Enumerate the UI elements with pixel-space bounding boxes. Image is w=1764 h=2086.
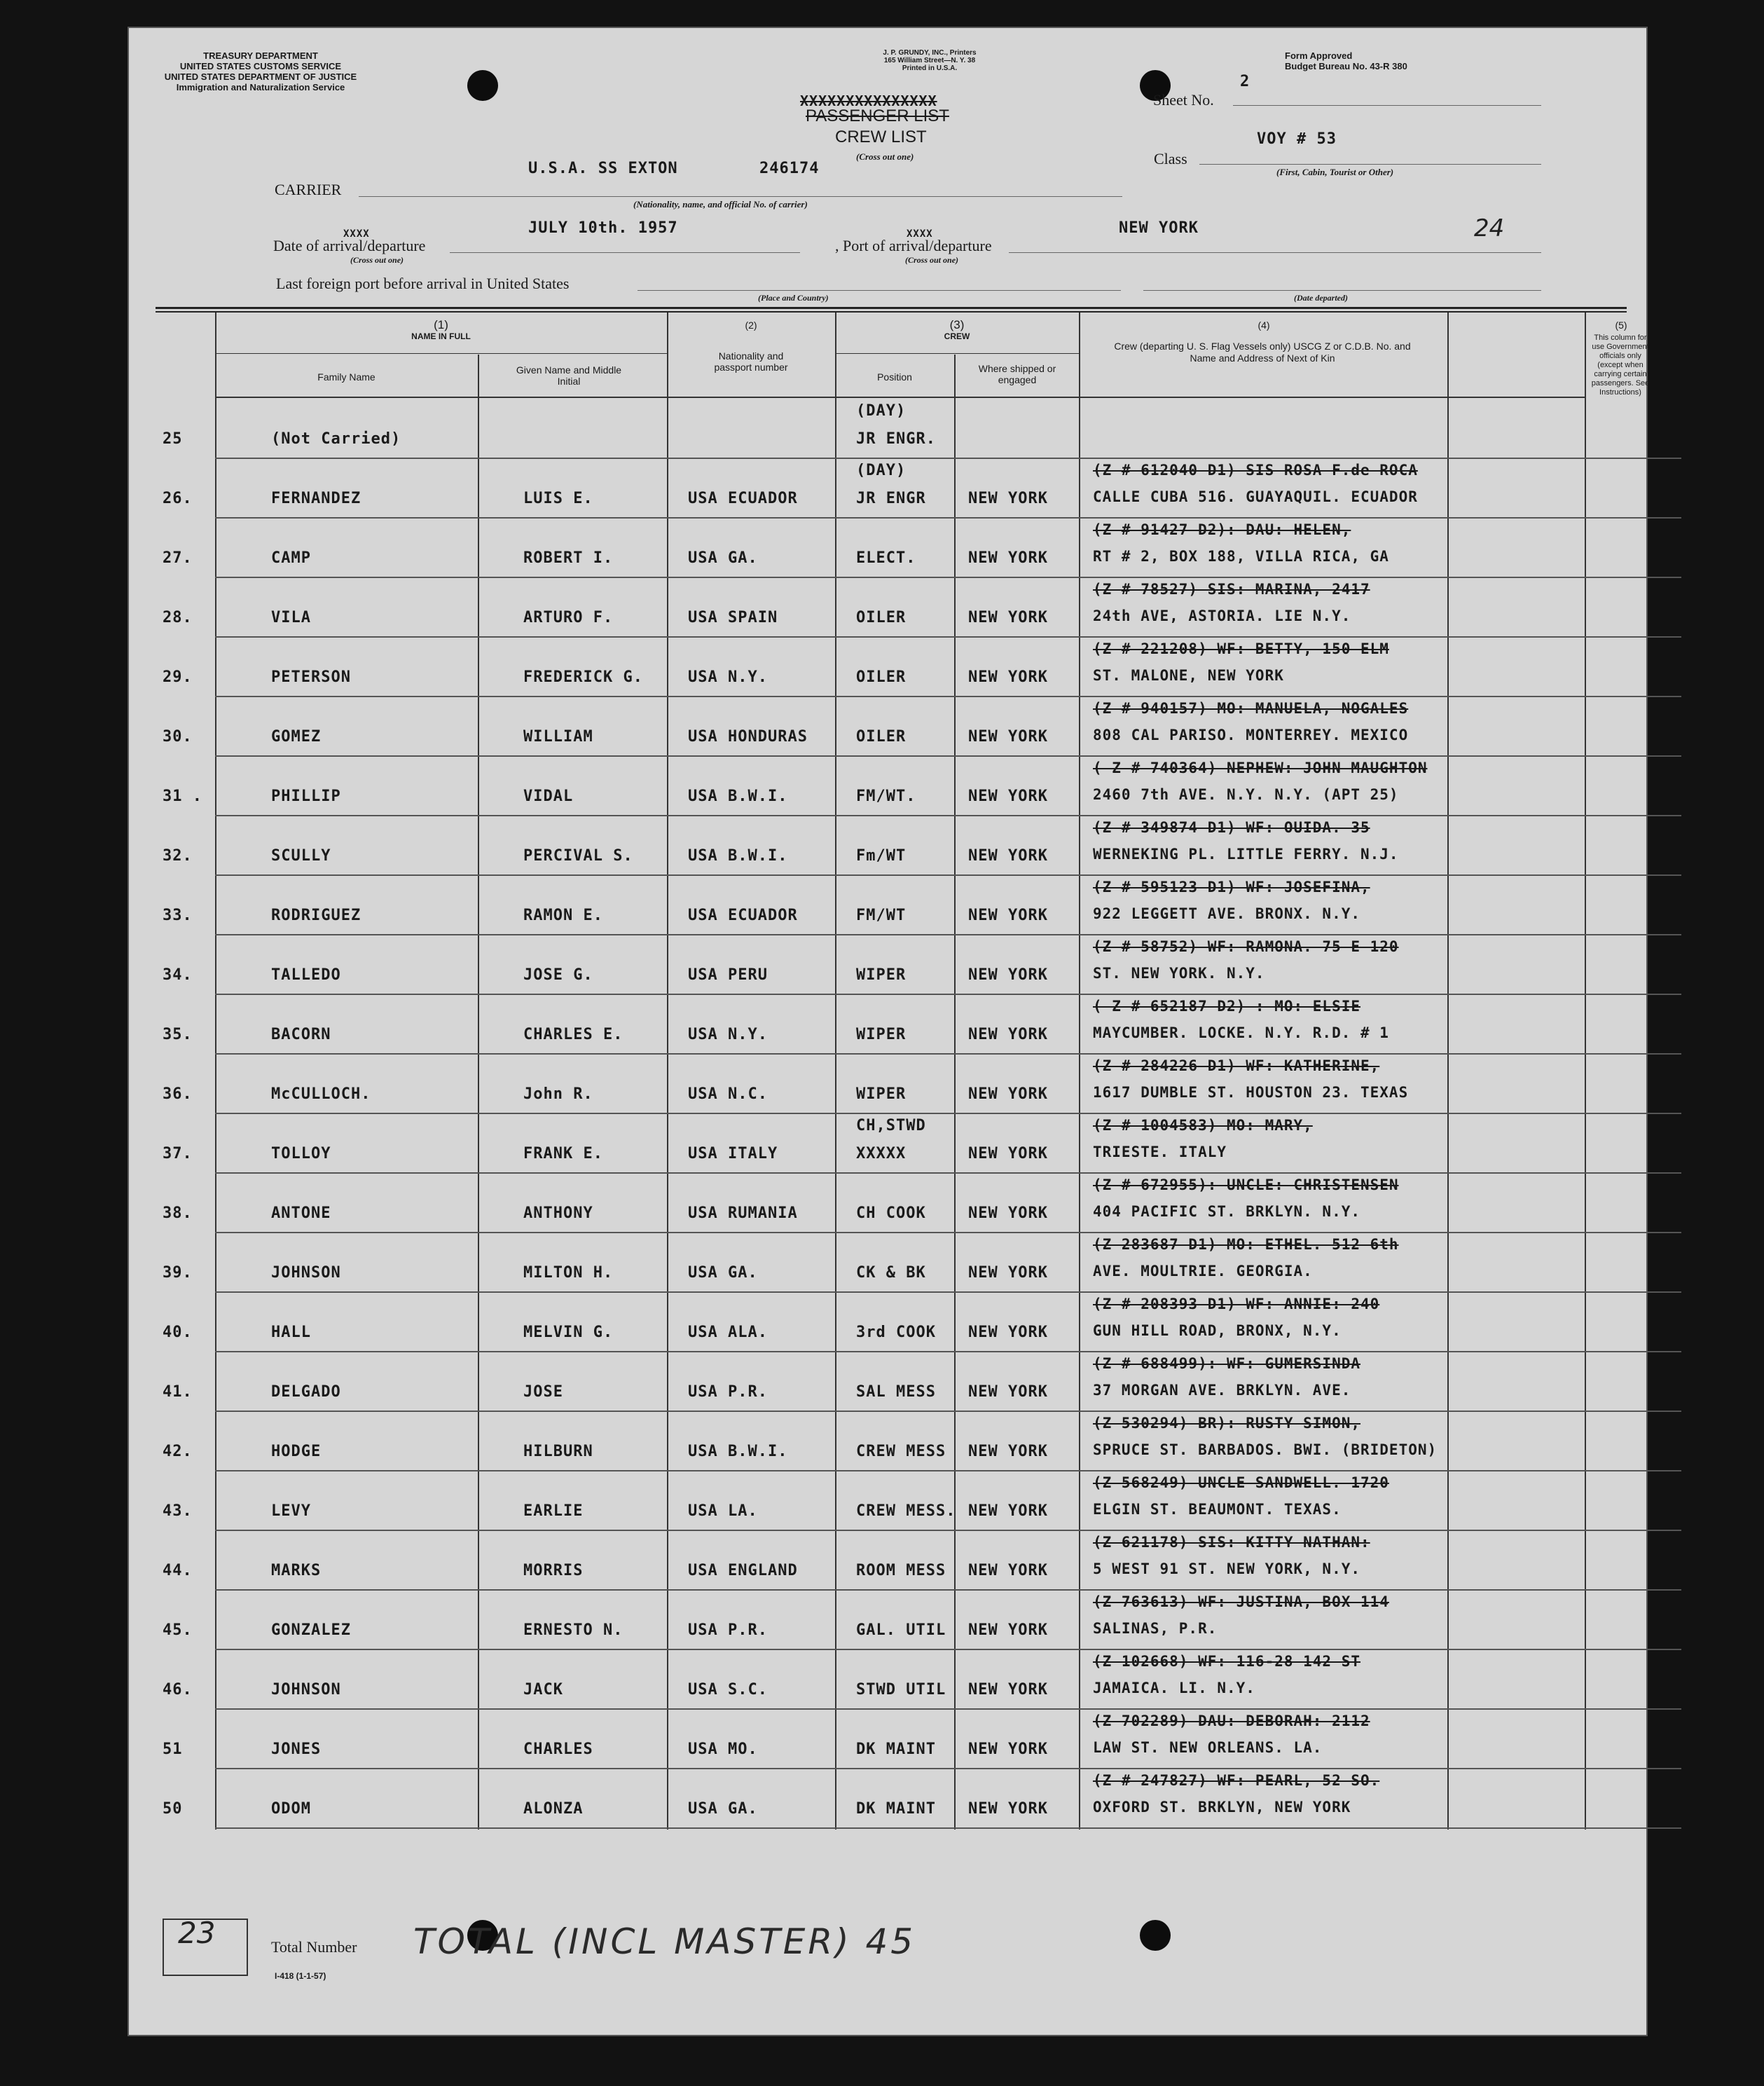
where-shipped: NEW YORK (968, 1562, 1048, 1579)
row-number: 30. (163, 728, 193, 746)
row-number: 37. (163, 1145, 193, 1162)
row-number: 32. (163, 847, 193, 865)
next-of-kin-id: (Z # 1004583) MO: MARY, (1093, 1117, 1313, 1134)
next-of-kin-id: (Z # 247827) WF: PEARL, 52 SO. (1093, 1772, 1380, 1789)
nationality: USA RUMANIA (688, 1205, 798, 1222)
port-hint: (Cross out one) (905, 255, 959, 265)
family-name: RODRIGUEZ (271, 907, 361, 924)
form-code: I-418 (1-1-57) (275, 1971, 326, 1981)
table-row (128, 696, 1648, 755)
where-shipped: NEW YORK (968, 1205, 1048, 1222)
col4-number: (4) (1257, 320, 1270, 331)
where-shipped: NEW YORK (968, 490, 1048, 507)
printer-line: Printed in U.S.A. (902, 64, 958, 72)
where-shipped: NEW YORK (968, 788, 1048, 805)
family-name: MARKS (271, 1562, 322, 1579)
carrier-hint: (Nationality, name, and official No. of carrier) (633, 199, 808, 210)
table-row (128, 636, 1648, 696)
crew-table (128, 27, 1648, 2036)
table-row (128, 1649, 1648, 1708)
last-port-label: Last foreign port before arrival in United States (276, 275, 570, 292)
nationality: USA P.R. (688, 1383, 768, 1401)
col1a-header: Family Name (317, 371, 375, 383)
family-name: PHILLIP (271, 788, 341, 805)
given-name: John R. (523, 1085, 593, 1103)
next-of-kin-id: (Z 568249) UNCLE SANDWELL. 1720 (1093, 1474, 1389, 1491)
given-name: JOSE G. (523, 966, 593, 984)
family-name: ODOM (271, 1800, 311, 1818)
row-rule (215, 1827, 1681, 1829)
row-number: 51 (163, 1741, 183, 1758)
position: CREW MESS (856, 1443, 946, 1460)
row-number: 27. (163, 549, 193, 567)
given-name: WILLIAM (523, 728, 593, 746)
next-of-kin-id: (Z 102668) WF: 116-28 142 ST (1093, 1653, 1361, 1670)
where-shipped: NEW YORK (968, 1621, 1048, 1639)
row-number: 43. (163, 1502, 193, 1520)
where-shipped: NEW YORK (968, 1383, 1048, 1401)
date-departed-hint: (Date departed) (1294, 293, 1348, 303)
row-number: 34. (163, 966, 193, 984)
col3b-header: Where shipped or engaged (978, 363, 1056, 385)
given-name: MORRIS (523, 1562, 584, 1579)
table-row (128, 815, 1648, 874)
carrier-label: CARRIER (275, 181, 342, 198)
table-row (128, 1530, 1648, 1589)
table-row (128, 1053, 1648, 1113)
header-subrule (835, 353, 1079, 354)
form-approved-line: Budget Bureau No. 43-R 380 (1285, 61, 1407, 71)
next-of-kin-address: OXFORD ST. BRKLYN, NEW YORK (1093, 1799, 1351, 1816)
position: SAL MESS (856, 1383, 936, 1401)
col2-number: (2) (745, 320, 757, 331)
nationality: USA ENGLAND (688, 1562, 798, 1579)
row-number: 41. (163, 1383, 193, 1401)
where-shipped: NEW YORK (968, 1800, 1048, 1818)
table-row (128, 1172, 1648, 1232)
position: OILER (856, 668, 907, 686)
next-of-kin-id: (Z # 688499): WF: GUMERSINDA (1093, 1355, 1361, 1372)
family-name: JOHNSON (271, 1264, 341, 1282)
table-row (128, 1411, 1648, 1470)
next-of-kin-address: 2460 7th AVE. N.Y. N.Y. (APT 25) (1093, 786, 1399, 803)
nationality: USA ECUADOR (688, 907, 798, 924)
total-box-number: 23 (178, 1916, 216, 1950)
family-name: TALLEDO (271, 966, 341, 984)
position-note: (DAY) (856, 402, 907, 420)
row-number: 38. (163, 1205, 193, 1222)
where-shipped: NEW YORK (968, 1026, 1048, 1043)
position: ELECT. (856, 549, 916, 567)
next-of-kin-address: MAYCUMBER. LOCKE. N.Y. R.D. # 1 (1093, 1024, 1389, 1041)
place-hint: (Place and Country) (758, 293, 829, 303)
next-of-kin-address: WERNEKING PL. LITTLE FERRY. N.J. (1093, 846, 1399, 863)
nationality: USA S.C. (688, 1681, 768, 1699)
next-of-kin-id: (Z 702289) DAU: DEBORAH: 2112 (1093, 1713, 1370, 1729)
printer-line: J. P. GRUNDY, INC., Printers (883, 49, 977, 57)
nationality: USA B.W.I. (688, 847, 788, 865)
next-of-kin-id: ( Z # 652187 D2) : MO: ELSIE (1093, 998, 1361, 1015)
nationality: USA HONDURAS (688, 728, 808, 746)
next-of-kin-address: 808 CAL PARISO. MONTERREY. MEXICO (1093, 727, 1409, 743)
col1b-header: Given Name and Middle Initial (516, 364, 622, 387)
where-shipped: NEW YORK (968, 549, 1048, 567)
row-number: 50 (163, 1800, 183, 1818)
family-name: ANTONE (271, 1205, 331, 1222)
next-of-kin-id: (Z # 78527) SIS: MARINA, 2417 (1093, 581, 1370, 598)
col1-header (215, 320, 667, 342)
position: WIPER (856, 1026, 907, 1043)
table-row (128, 398, 1648, 458)
next-of-kin-id: ( Z # 740364) NEPHEW: JOHN MAUGHTON (1093, 760, 1428, 776)
next-of-kin-address: TRIESTE. ITALY (1093, 1144, 1227, 1160)
next-of-kin-id: (Z 530294) BR): RUSTY SIMON, (1093, 1415, 1361, 1432)
nationality: USA P.R. (688, 1621, 768, 1639)
printer-line: 165 William Street—N. Y. 38 (883, 57, 976, 64)
port-struck: XXXX (907, 228, 933, 240)
port-value: NEW YORK (1119, 219, 1199, 237)
col3-header (835, 320, 1079, 342)
family-name: TOLLOY (271, 1145, 331, 1162)
where-shipped: NEW YORK (968, 1324, 1048, 1341)
table-row (128, 517, 1648, 577)
col3-title: CREW (944, 331, 970, 341)
next-of-kin-address: JAMAICA. LI. N.Y. (1093, 1680, 1255, 1696)
next-of-kin-address: ST. MALONE, NEW YORK (1093, 667, 1284, 684)
date-label: Date of arrival/departure (273, 237, 426, 254)
next-of-kin-address: 24th AVE, ASTORIA. LIE N.Y. (1093, 608, 1351, 624)
where-shipped: NEW YORK (968, 1085, 1048, 1103)
nationality: USA ECUADOR (688, 490, 798, 507)
family-name: GONZALEZ (271, 1621, 351, 1639)
given-name: ROBERT I. (523, 549, 614, 567)
row-number: 36. (163, 1085, 193, 1103)
table-row (128, 1470, 1648, 1530)
where-shipped: NEW YORK (968, 1264, 1048, 1282)
next-of-kin-address: 37 MORGAN AVE. BRKLYN. AVE. (1093, 1382, 1351, 1399)
where-shipped: NEW YORK (968, 1681, 1048, 1699)
given-name: CHARLES (523, 1741, 593, 1758)
position: CREW MESS. (856, 1502, 956, 1520)
col1-title: NAME IN FULL (411, 331, 471, 341)
position: GAL. UTIL (856, 1621, 946, 1639)
next-of-kin-address: ST. NEW YORK. N.Y. (1093, 965, 1265, 982)
given-name: EARLIE (523, 1502, 584, 1520)
given-name: ANTHONY (523, 1205, 593, 1222)
col2-header: Nationality and passport number (714, 350, 788, 373)
next-of-kin-id: (Z 763613) WF: JUSTINA, BOX 114 (1093, 1593, 1389, 1610)
row-number: 44. (163, 1562, 193, 1579)
family-name: CAMP (271, 549, 311, 567)
sheet-no-label: Sheet No. (1153, 91, 1214, 109)
col1-number: (1) (434, 318, 448, 331)
col5-number: (5) (1615, 320, 1627, 331)
position: WIPER (856, 1085, 907, 1103)
next-of-kin-id: (Z # 612040 D1) SIS ROSA F.de ROCA (1093, 462, 1418, 479)
nationality: USA B.W.I. (688, 1443, 788, 1460)
nationality: USA ALA. (688, 1324, 768, 1341)
family-name: FERNANDEZ (271, 490, 361, 507)
table-row (128, 1291, 1648, 1351)
col3a-header: Position (877, 371, 912, 383)
next-of-kin-address: 922 LEGGETT AVE. BRONX. N.Y. (1093, 905, 1361, 922)
struck-list-title: XXXXXXXXXXXXXXX (800, 92, 937, 109)
position: WIPER (856, 966, 907, 984)
table-row (128, 458, 1648, 517)
next-of-kin-id: (Z # 91427 D2): DAU: HELEN, (1093, 521, 1351, 538)
given-name: FREDERICK G. (523, 668, 643, 686)
nationality: USA N.Y. (688, 1026, 768, 1043)
position: ROOM MESS (856, 1562, 946, 1579)
table-row (128, 755, 1648, 815)
position: JR ENGR. (856, 430, 936, 448)
nationality: USA N.C. (688, 1085, 768, 1103)
nationality: USA B.W.I. (688, 788, 788, 805)
agency-line: UNITED STATES DEPARTMENT OF JUSTICE (164, 71, 357, 82)
given-name: RAMON E. (523, 907, 603, 924)
total-number-label: Total Number (271, 1938, 357, 1956)
where-shipped: NEW YORK (968, 728, 1048, 746)
class-value: VOY # 53 (1257, 130, 1337, 148)
position: STWD UTIL (856, 1681, 946, 1699)
where-shipped: NEW YORK (968, 1741, 1048, 1758)
table-row (128, 934, 1648, 994)
next-of-kin-id: (Z # 208393 D1) WF: ANNIE: 240 (1093, 1296, 1380, 1312)
given-name: ARTURO F. (523, 609, 614, 626)
row-number: 35. (163, 1026, 193, 1043)
agency-line: TREASURY DEPARTMENT (203, 50, 318, 61)
position: 3rd COOK (856, 1324, 936, 1341)
next-of-kin-id: (Z 621178) SIS: KITTY NATHAN: (1093, 1534, 1370, 1551)
next-of-kin-address: SPRUCE ST. BARBADOS. BWI. (BRIDETON) (1093, 1441, 1438, 1458)
next-of-kin-address: 404 PACIFIC ST. BRKLYN. N.Y. (1093, 1203, 1361, 1220)
nationality: USA PERU (688, 966, 768, 984)
given-name: LUIS E. (523, 490, 593, 507)
next-of-kin-address: AVE. MOULTRIE. GEORGIA. (1093, 1263, 1313, 1279)
family-name: GOMEZ (271, 728, 322, 746)
row-number: 46. (163, 1681, 193, 1699)
where-shipped: NEW YORK (968, 609, 1048, 626)
given-name: HILBURN (523, 1443, 593, 1460)
position: Fm/WT (856, 847, 907, 865)
table-row (128, 577, 1648, 636)
position: JR ENGR (856, 490, 926, 507)
agency-line: UNITED STATES CUSTOMS SERVICE (179, 61, 342, 71)
position: CH COOK (856, 1205, 926, 1222)
given-name: VIDAL (523, 788, 574, 805)
handwritten-page-number: 24 (1474, 214, 1505, 242)
nationality: USA LA. (688, 1502, 758, 1520)
next-of-kin-address: RT # 2, BOX 188, VILLA RICA, GA (1093, 548, 1389, 565)
row-number: 42. (163, 1443, 193, 1460)
next-of-kin-address: CALLE CUBA 516. GUAYAQUIL. ECUADOR (1093, 488, 1418, 505)
given-name: PERCIVAL S. (523, 847, 633, 865)
row-number: 25 (163, 430, 183, 448)
nationality: USA GA. (688, 549, 758, 567)
header-subrule (215, 353, 667, 354)
given-name: JACK (523, 1681, 563, 1699)
col5-header: This column for use Government officials only (except when carrying certain passengers. See Instructions) (1591, 334, 1650, 397)
table-row (128, 874, 1648, 934)
given-name: CHARLES E. (523, 1026, 623, 1043)
date-value: JULY 10th. 1957 (528, 219, 678, 237)
table-row (128, 1113, 1648, 1172)
next-of-kin-id: (Z # 672955): UNCLE: CHRISTENSEN (1093, 1176, 1399, 1193)
carrier-number: 246174 (759, 160, 820, 177)
nationality: USA GA. (688, 1800, 758, 1818)
where-shipped: NEW YORK (968, 668, 1048, 686)
next-of-kin-address: SALINAS, P.R. (1093, 1620, 1218, 1637)
date-hint: (Cross out one) (350, 255, 404, 265)
position-note: CH,STWD (856, 1117, 926, 1134)
where-shipped: NEW YORK (968, 1502, 1048, 1520)
family-name: DELGADO (271, 1383, 341, 1401)
family-name: BACORN (271, 1026, 331, 1043)
table-row (128, 1708, 1648, 1768)
position: DK MAINT (856, 1741, 936, 1758)
row-number: 31 . (163, 788, 202, 805)
next-of-kin-address: LAW ST. NEW ORLEANS. LA. (1093, 1739, 1323, 1756)
position: FM/WT (856, 907, 907, 924)
agency-line: Immigration and Naturalization Service (176, 82, 345, 92)
nationality: USA ITALY (688, 1145, 778, 1162)
port-label: , Port of arrival/departure (835, 237, 992, 254)
next-of-kin-id: (Z # 349874 D1) WF: OUIDA. 35 (1093, 819, 1370, 836)
row-number: 45. (163, 1621, 193, 1639)
next-of-kin-id: (Z # 58752) WF: RAMONA. 75 E 120 (1093, 938, 1399, 955)
col3-number: (3) (949, 318, 965, 331)
next-of-kin-id: (Z # 221208) WF: BETTY, 150 ELM (1093, 640, 1389, 657)
family-name: McCULLOCH. (271, 1085, 371, 1103)
table-row (128, 994, 1648, 1053)
col4-header: Crew (departing U. S. Flag Vessels only) USCG Z or C.D.B. No. and Name and Address of Next of Kin (1114, 341, 1411, 364)
crew-list-form (128, 27, 1648, 2036)
row-number: 29. (163, 668, 193, 686)
given-name: ERNESTO N. (523, 1621, 623, 1639)
next-of-kin-address: 1617 DUMBLE ST. HOUSTON 23. TEXAS (1093, 1084, 1409, 1101)
form-approved-line: Form Approved (1285, 50, 1353, 61)
table-row (128, 1232, 1648, 1291)
table-row (128, 1589, 1648, 1649)
family-name: JOHNSON (271, 1681, 341, 1699)
class-label: Class (1154, 150, 1187, 167)
where-shipped: NEW YORK (968, 1145, 1048, 1162)
family-name: JONES (271, 1741, 322, 1758)
position-note: (DAY) (856, 462, 907, 479)
row-number: 28. (163, 609, 193, 626)
cross-out-hint: (Cross out one) (856, 151, 914, 162)
next-of-kin-id: (Z # 940157) MO: MANUELA, NOGALES (1093, 700, 1409, 717)
next-of-kin-address: 5 WEST 91 ST. NEW YORK, N.Y. (1093, 1560, 1361, 1577)
passenger-list-title: PASSENGER LIST (806, 107, 949, 125)
given-name: FRANK E. (523, 1145, 603, 1162)
position: OILER (856, 728, 907, 746)
given-name: MELVIN G. (523, 1324, 614, 1341)
given-name: ALONZA (523, 1800, 584, 1818)
handwritten-total: TOTAL (INCL MASTER) 45 (413, 1921, 916, 1962)
next-of-kin-id: (Z 283687 D1) MO: ETHEL. 512 6th (1093, 1236, 1399, 1253)
row-number: 40. (163, 1324, 193, 1341)
where-shipped: NEW YORK (968, 847, 1048, 865)
family-name: SCULLY (271, 847, 331, 865)
family-name: HODGE (271, 1443, 322, 1460)
given-name: JOSE (523, 1383, 563, 1401)
table-row (128, 1351, 1648, 1411)
table-row (128, 1768, 1648, 1827)
row-number: 33. (163, 907, 193, 924)
crew-list-title: CREW LIST (835, 128, 927, 146)
nationality: USA SPAIN (688, 609, 778, 626)
class-hint: (First, Cabin, Tourist or Other) (1276, 167, 1394, 177)
next-of-kin-id: (Z # 595123 D1) WF: JOSEFINA, (1093, 879, 1370, 896)
family-name: VILA (271, 609, 311, 626)
nationality: USA MO. (688, 1741, 758, 1758)
next-of-kin-address: GUN HILL ROAD, BRONX, N.Y. (1093, 1322, 1342, 1339)
where-shipped: NEW YORK (968, 966, 1048, 984)
position: OILER (856, 609, 907, 626)
nationality: USA GA. (688, 1264, 758, 1282)
family-name: LEVY (271, 1502, 311, 1520)
family-name: HALL (271, 1324, 311, 1341)
sheet-no-value: 2 (1240, 73, 1250, 90)
given-name: MILTON H. (523, 1264, 614, 1282)
where-shipped: NEW YORK (968, 1443, 1048, 1460)
family-name: PETERSON (271, 668, 351, 686)
position: CK & BK (856, 1264, 926, 1282)
position: DK MAINT (856, 1800, 936, 1818)
where-shipped: NEW YORK (968, 907, 1048, 924)
position: XXXXX (856, 1145, 907, 1162)
carrier-value: U.S.A. SS EXTON (528, 160, 678, 177)
date-struck: XXXX (343, 228, 370, 240)
next-of-kin-id: (Z # 284226 D1) WF: KATHERINE, (1093, 1057, 1380, 1074)
position: FM/WT. (856, 788, 916, 805)
nationality: USA N.Y. (688, 668, 768, 686)
row-number: 26. (163, 490, 193, 507)
next-of-kin-address: ELGIN ST. BEAUMONT. TEXAS. (1093, 1501, 1342, 1518)
row-number: 39. (163, 1264, 193, 1282)
family-name: (Not Carried) (271, 430, 401, 448)
